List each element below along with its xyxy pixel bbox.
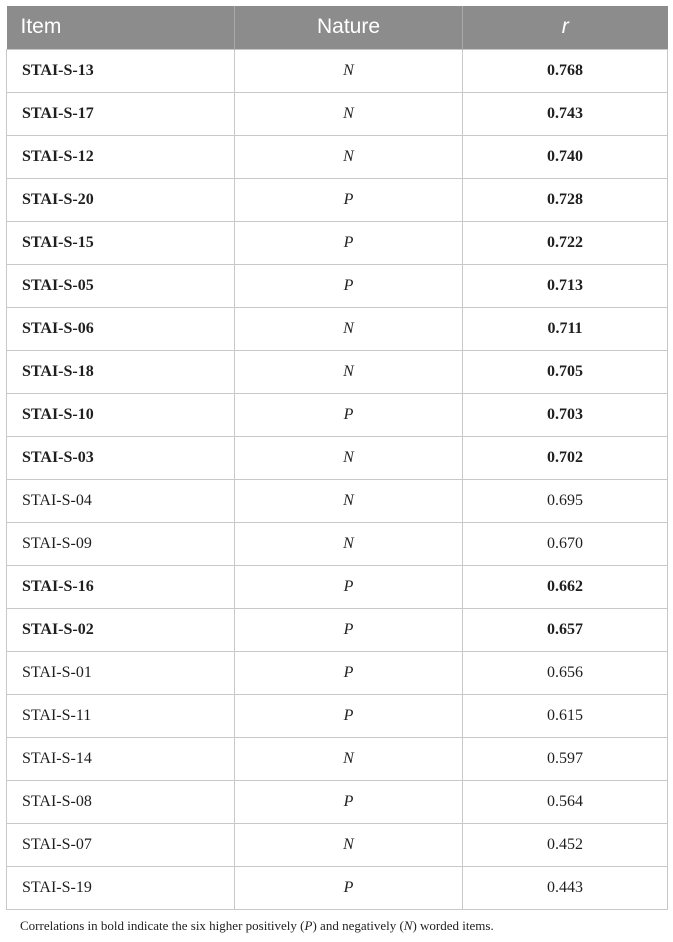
cell-item: STAI-S-11 xyxy=(7,694,235,737)
table-row xyxy=(7,350,668,393)
cell-nature: N xyxy=(235,350,463,393)
table-row xyxy=(7,92,668,135)
correlation-table-container xyxy=(6,6,667,910)
cell-nature: N xyxy=(235,436,463,479)
cell-item: STAI-S-05 xyxy=(7,264,235,307)
cell-item: STAI-S-18 xyxy=(7,350,235,393)
table-header xyxy=(7,6,668,49)
cell-item: STAI-S-04 xyxy=(7,479,235,522)
cell-nature: N xyxy=(235,522,463,565)
header-row xyxy=(7,6,668,49)
correlation-table xyxy=(6,6,668,910)
table-row xyxy=(7,823,668,866)
cell-nature: N xyxy=(235,49,463,92)
cell-item: STAI-S-02 xyxy=(7,608,235,651)
table-row xyxy=(7,264,668,307)
table-row xyxy=(7,221,668,264)
table-row xyxy=(7,780,668,823)
cell-nature: P xyxy=(235,264,463,307)
cell-nature: N xyxy=(235,479,463,522)
cell-nature: N xyxy=(235,92,463,135)
cell-item: STAI-S-07 xyxy=(7,823,235,866)
cell-r: 0.670 xyxy=(463,522,668,565)
cell-item: STAI-S-09 xyxy=(7,522,235,565)
cell-item: STAI-S-01 xyxy=(7,651,235,694)
table-row xyxy=(7,522,668,565)
cell-nature: P xyxy=(235,178,463,221)
cell-item: STAI-S-14 xyxy=(7,737,235,780)
cell-item: STAI-S-10 xyxy=(7,393,235,436)
header-item: Item xyxy=(20,15,62,39)
cell-nature: N xyxy=(235,737,463,780)
header-nature: Nature xyxy=(235,6,463,49)
footnote-n: N xyxy=(403,918,413,933)
cell-r: 0.711 xyxy=(463,307,668,350)
cell-r: 0.662 xyxy=(463,565,668,608)
cell-item: STAI-S-16 xyxy=(7,565,235,608)
table-row xyxy=(7,565,668,608)
table-row xyxy=(7,178,668,221)
cell-r: 0.443 xyxy=(463,866,668,909)
cell-r: 0.713 xyxy=(463,264,668,307)
table-row xyxy=(7,694,668,737)
cell-r: 0.564 xyxy=(463,780,668,823)
cell-r: 0.657 xyxy=(463,608,668,651)
table-row xyxy=(7,49,668,92)
cell-r: 0.695 xyxy=(463,479,668,522)
cell-nature: P xyxy=(235,866,463,909)
footnote-text-2: ) and negatively ( xyxy=(312,918,404,933)
cell-item: STAI-S-15 xyxy=(7,221,235,264)
table-row xyxy=(7,135,668,178)
table-row xyxy=(7,737,668,780)
cell-item: STAI-S-17 xyxy=(7,92,235,135)
table-footnote xyxy=(20,918,494,934)
table-row xyxy=(7,436,668,479)
cell-nature: P xyxy=(235,221,463,264)
cell-nature: P xyxy=(235,608,463,651)
table-row xyxy=(7,393,668,436)
cell-r: 0.615 xyxy=(463,694,668,737)
cell-nature: N xyxy=(235,135,463,178)
cell-item: STAI-S-08 xyxy=(7,780,235,823)
cell-item: STAI-S-03 xyxy=(7,436,235,479)
table-body xyxy=(7,49,668,909)
cell-r: 0.743 xyxy=(463,92,668,135)
table-row xyxy=(7,479,668,522)
cell-r: 0.722 xyxy=(463,221,668,264)
cell-nature: P xyxy=(235,694,463,737)
cell-r: 0.705 xyxy=(463,350,668,393)
cell-nature: P xyxy=(235,780,463,823)
table-row xyxy=(7,608,668,651)
cell-r: 0.740 xyxy=(463,135,668,178)
cell-nature: P xyxy=(235,651,463,694)
cell-nature: N xyxy=(235,307,463,350)
footnote-p: P xyxy=(304,918,313,933)
header-r: r xyxy=(463,6,668,49)
cell-r: 0.703 xyxy=(463,393,668,436)
cell-nature: P xyxy=(235,393,463,436)
cell-item: STAI-S-19 xyxy=(7,866,235,909)
cell-item: STAI-S-06 xyxy=(7,307,235,350)
cell-nature: P xyxy=(235,565,463,608)
cell-r: 0.728 xyxy=(463,178,668,221)
cell-r: 0.768 xyxy=(463,49,668,92)
table-row xyxy=(7,651,668,694)
footnote-text-1: Correlations in bold indicate the six higher positively ( xyxy=(20,918,305,933)
cell-r: 0.656 xyxy=(463,651,668,694)
footnote-text-3: ) worded items. xyxy=(412,918,494,933)
cell-r: 0.452 xyxy=(463,823,668,866)
table-row xyxy=(7,307,668,350)
cell-item: STAI-S-13 xyxy=(7,49,235,92)
cell-item: STAI-S-12 xyxy=(7,135,235,178)
table-row xyxy=(7,866,668,909)
cell-r: 0.702 xyxy=(463,436,668,479)
cell-nature: N xyxy=(235,823,463,866)
cell-item: STAI-S-20 xyxy=(7,178,235,221)
cell-r: 0.597 xyxy=(463,737,668,780)
